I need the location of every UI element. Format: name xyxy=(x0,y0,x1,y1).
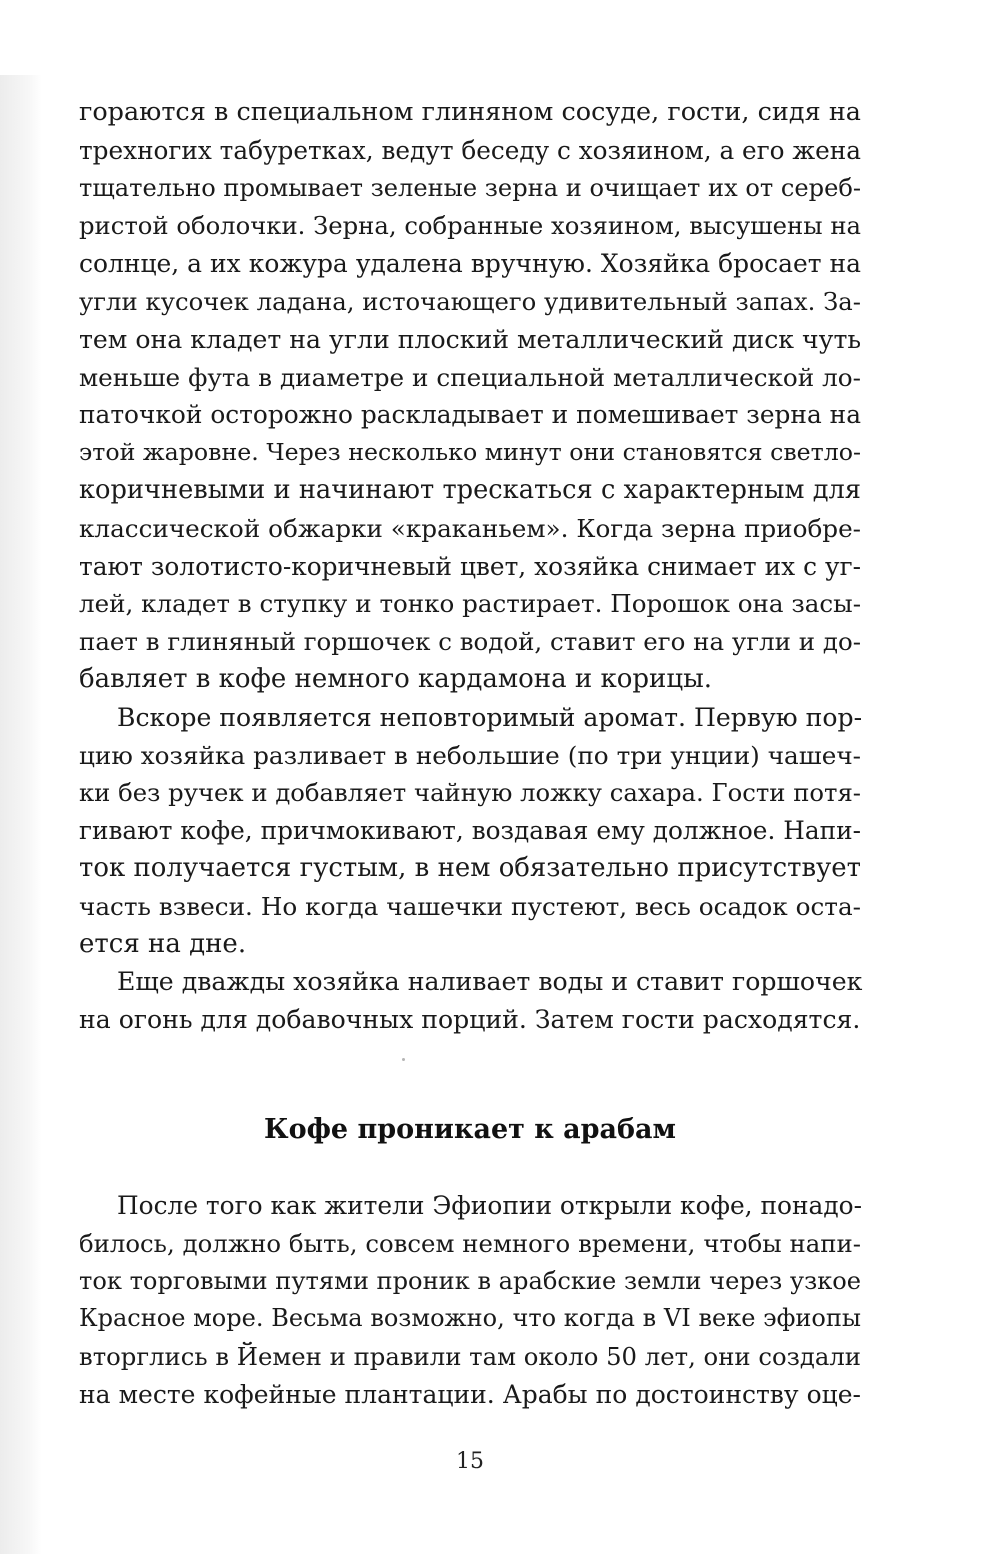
text-line: Еще дважды хозяйка наливает воды и ставит горшочек xyxy=(117,967,863,997)
text-line: ки без ручек и добавляет чайную ложку сахара. Гости потя- xyxy=(79,778,861,808)
text-line: ток получается густым, в нем обязательно присутствует xyxy=(79,852,861,883)
text-line: бавляет в кофе немного кардамона и корицы. xyxy=(79,663,713,694)
text-line: угли кусочек ладана, источающего удивительный запах. За- xyxy=(79,286,861,316)
text-line: тают золотисто-коричневый цвет, хозяйка снимает их с уг- xyxy=(79,551,861,581)
text-line: Вскоре появляется неповторимый аромат. Первую пор- xyxy=(117,702,863,732)
text-line: билось, должно быть, совсем немного времени, чтобы напи- xyxy=(79,1228,861,1258)
text-line: часть взвеси. Но когда чашечки пустеют, весь осадок оста- xyxy=(79,891,861,921)
text-line: ется на дне. xyxy=(79,928,247,959)
text-line: ристой оболочки. Зерна, собранные хозяином, высушены на xyxy=(79,211,861,241)
text-line: После того как жители Эфиопии открыли кофе, понадо- xyxy=(117,1191,862,1220)
text-line: паточкой осторожно раскладывает и помешивает зерна на xyxy=(79,400,861,430)
text-line: этой жаровне. Через несколько минут они становятся светло- xyxy=(79,438,861,467)
text-line: на огонь для добавочных порций. Затем гости расходятся. xyxy=(79,1005,861,1035)
text-line: Красное море. Весьма возможно, что когда в VI веке эфиопы xyxy=(79,1304,861,1333)
page-number: 15 xyxy=(456,1449,484,1474)
section-body-text xyxy=(79,1187,861,1414)
text-line: солнце, а их кожура удалена вручную. Хозяйка бросает на xyxy=(79,249,861,279)
text-line: классической обжарки «краканьем». Когда зерна приобре- xyxy=(79,513,861,543)
text-line: вторглись в Йемен и правили там около 50 лет, они создали xyxy=(79,1342,861,1372)
text-line: тщательно промывает зеленые зерна и очищает их от сереб- xyxy=(79,173,862,202)
section-heading: Кофе проникает к арабам xyxy=(264,1114,676,1145)
text-line: гораются в специальном глиняном сосуде, гости, сидя на xyxy=(79,97,861,127)
text-line: трехногих табуретках, ведут беседу с хозяином, а его жена xyxy=(79,135,861,165)
text-line: коричневыми и начинают трескаться с характерным для xyxy=(79,474,861,505)
text-line: меньше фута в диаметре и специальной металлической ло- xyxy=(79,362,861,392)
text-line: лей, кладет в ступку и тонко растирает. Порошок она засы- xyxy=(79,589,861,619)
text-line: пает в глиняный горшочек с водой, ставит его на угли и до- xyxy=(79,627,861,657)
text-line: на месте кофейные плантации. Арабы по достоинству оце- xyxy=(79,1379,861,1409)
text-line: цию хозяйка разливает в небольшие (по три унции) чашеч- xyxy=(79,740,861,770)
text-line: ток торговыми путями проник в арабские земли через узкое xyxy=(79,1266,862,1295)
text-line: гивают кофе, причмокивают, воздавая ему должное. Напи- xyxy=(79,816,861,846)
stray-dot xyxy=(402,1058,405,1061)
body-text xyxy=(79,94,861,1039)
page-binding-shadow xyxy=(0,75,42,1554)
text-line: тем она кладет на угли плоский металлический диск чуть xyxy=(79,324,862,354)
